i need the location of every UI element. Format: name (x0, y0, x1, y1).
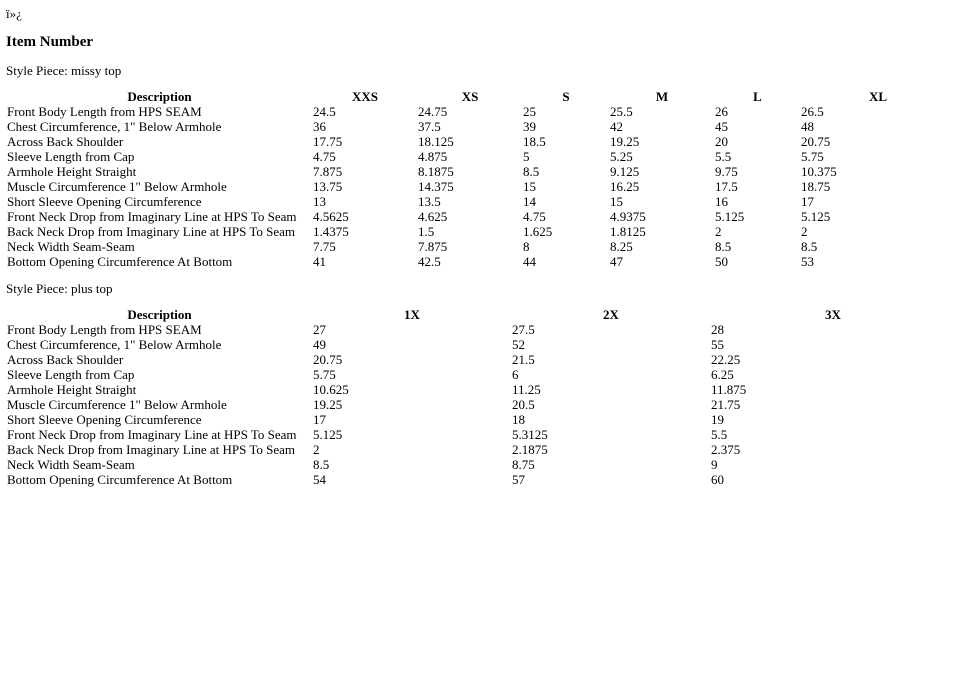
table-row (6, 254, 955, 269)
measurement-value-cell: 17.75 (313, 134, 343, 149)
table-row (6, 209, 955, 224)
measurement-description-cell: Armhole Height Straight (7, 164, 137, 179)
measurement-value-cell: 7.75 (313, 239, 336, 254)
column-header-size: 1X (404, 307, 420, 322)
measurement-value-cell: 18.125 (418, 134, 454, 149)
measurement-value-cell: 8.5 (313, 457, 330, 472)
measurement-description-cell: Neck Width Seam-Seam (7, 239, 135, 254)
column-header-size: 2X (603, 307, 619, 322)
measurement-value-cell: 14.375 (418, 179, 454, 194)
measurement-value-cell: 4.875 (418, 149, 448, 164)
measurement-value-cell: 8.75 (512, 457, 535, 472)
table-header-row (6, 89, 955, 104)
measurement-value-cell: 37.5 (418, 119, 441, 134)
measurement-value-cell: 52 (512, 337, 525, 352)
measurement-value-cell: 8.5 (523, 164, 540, 179)
table-row (6, 164, 955, 179)
table-row (6, 397, 955, 412)
table-row (6, 194, 955, 209)
measurement-value-cell: 45 (715, 119, 728, 134)
measurement-value-cell: 50 (715, 254, 728, 269)
measurement-description-cell: Short Sleeve Opening Circumference (7, 412, 202, 427)
column-header-size: XXS (351, 89, 378, 104)
measurement-value-cell: 54 (313, 472, 326, 487)
measurement-value-cell: 5.5 (715, 149, 732, 164)
measurement-value-cell: 1.5 (418, 224, 435, 239)
measurement-value-cell: 6.25 (711, 367, 734, 382)
measurement-value-cell: 10.625 (313, 382, 349, 397)
measurement-description-cell: Front Body Length from HPS SEAM (7, 104, 202, 119)
measurement-description-cell: Back Neck Drop from Imaginary Line at HPS To Seam (7, 224, 296, 239)
table-row (6, 412, 955, 427)
measurement-value-cell: 28 (711, 322, 724, 337)
measurement-description-cell: Bottom Opening Circumference At Bottom (7, 254, 233, 269)
measurement-value-cell: 17.5 (715, 179, 738, 194)
measurement-description-cell: Front Neck Drop from Imaginary Line at HPS To Seam (7, 427, 297, 442)
measurement-value-cell: 7.875 (313, 164, 343, 179)
measurement-value-cell: 7.875 (418, 239, 448, 254)
measurement-value-cell: 26 (715, 104, 728, 119)
table-row (6, 149, 955, 164)
measurement-value-cell: 22.25 (711, 352, 741, 367)
measurement-value-cell: 41 (313, 254, 326, 269)
measurement-value-cell: 13.75 (313, 179, 343, 194)
measurement-description-cell: Bottom Opening Circumference At Bottom (7, 472, 233, 487)
measurement-value-cell: 5.5 (711, 427, 728, 442)
measurement-value-cell: 15 (610, 194, 623, 209)
spec-table-plus (6, 307, 955, 487)
measurement-value-cell: 15 (523, 179, 536, 194)
table-row (6, 427, 955, 442)
column-header-description: Description (127, 89, 192, 104)
measurement-value-cell: 2.1875 (512, 442, 548, 457)
column-header-description: Description (127, 307, 192, 322)
column-header-size: XL (868, 89, 888, 104)
table-row (6, 224, 955, 239)
measurement-value-cell: 60 (711, 472, 724, 487)
measurement-value-cell: 48 (801, 119, 814, 134)
measurement-value-cell: 16.25 (610, 179, 640, 194)
column-header-size: S (562, 89, 570, 104)
measurement-value-cell: 44 (523, 254, 536, 269)
measurement-description-cell: Chest Circumference, 1" Below Armhole (7, 119, 222, 134)
measurement-value-cell: 4.5625 (313, 209, 349, 224)
measurement-value-cell: 16 (715, 194, 728, 209)
measurement-value-cell: 8.5 (715, 239, 732, 254)
column-header-size: XS (461, 89, 479, 104)
measurement-value-cell: 2 (313, 442, 320, 457)
measurement-value-cell: 17 (313, 412, 326, 427)
table-row (6, 337, 955, 352)
measurement-value-cell: 47 (610, 254, 623, 269)
table-row (6, 179, 955, 194)
measurement-value-cell: 4.9375 (610, 209, 646, 224)
measurement-value-cell: 5.125 (313, 427, 343, 442)
bom-text: ï»¿ (6, 6, 22, 21)
measurement-value-cell: 8.25 (610, 239, 633, 254)
column-header-size: L (753, 89, 762, 104)
measurement-value-cell: 4.75 (313, 149, 336, 164)
measurement-value-cell: 5.75 (801, 149, 824, 164)
measurement-value-cell: 13 (313, 194, 326, 209)
measurement-value-cell: 1.8125 (610, 224, 646, 239)
measurement-value-cell: 25.5 (610, 104, 633, 119)
measurement-value-cell: 5.25 (610, 149, 633, 164)
table-row (6, 472, 955, 487)
measurement-value-cell: 9.125 (610, 164, 640, 179)
measurement-value-cell: 21.75 (711, 397, 741, 412)
measurement-value-cell: 53 (801, 254, 814, 269)
table-row (6, 104, 955, 119)
measurement-value-cell: 36 (313, 119, 326, 134)
measurement-value-cell: 20.5 (512, 397, 535, 412)
measurement-value-cell: 57 (512, 472, 525, 487)
measurement-value-cell: 26.5 (801, 104, 824, 119)
measurement-description-cell: Front Body Length from HPS SEAM (7, 322, 202, 337)
measurement-value-cell: 19.25 (313, 397, 343, 412)
measurement-value-cell: 14 (523, 194, 536, 209)
table-row (6, 442, 955, 457)
measurement-value-cell: 13.5 (418, 194, 441, 209)
column-header-size: 3X (825, 307, 841, 322)
measurement-value-cell: 24.5 (313, 104, 336, 119)
measurement-description-cell: Armhole Height Straight (7, 382, 137, 397)
table-row (6, 134, 955, 149)
measurement-value-cell: 20 (715, 134, 728, 149)
measurement-description-cell: Sleeve Length from Cap (7, 149, 135, 164)
style-piece-label-missy: Style Piece: missy top (6, 63, 122, 78)
measurement-value-cell: 11.875 (711, 382, 747, 397)
measurement-value-cell: 9.75 (715, 164, 738, 179)
measurement-description-cell: Muscle Circumference 1" Below Armhole (7, 397, 227, 412)
table-header-row (6, 307, 955, 322)
measurement-value-cell: 49 (313, 337, 326, 352)
measurement-value-cell: 24.75 (418, 104, 448, 119)
measurement-value-cell: 19.25 (610, 134, 640, 149)
style-piece-label-plus: Style Piece: plus top (6, 281, 113, 296)
measurement-description-cell: Sleeve Length from Cap (7, 367, 135, 382)
measurement-description-cell: Neck Width Seam-Seam (7, 457, 135, 472)
measurement-description-cell: Muscle Circumference 1" Below Armhole (7, 179, 227, 194)
measurement-value-cell: 27.5 (512, 322, 535, 337)
table-row (6, 457, 955, 472)
spec-table-missy (6, 89, 955, 269)
table-row (6, 367, 955, 382)
measurement-value-cell: 2 (801, 224, 808, 239)
measurement-value-cell: 20.75 (801, 134, 831, 149)
page-title: Item Number (6, 34, 94, 50)
measurement-description-cell: Across Back Shoulder (7, 352, 124, 367)
column-header-size: M (655, 89, 669, 104)
measurement-value-cell: 5.125 (715, 209, 745, 224)
measurement-value-cell: 4.625 (418, 209, 448, 224)
measurement-value-cell: 1.4375 (313, 224, 349, 239)
measurement-value-cell: 39 (523, 119, 536, 134)
measurement-description-cell: Front Neck Drop from Imaginary Line at HPS To Seam (7, 209, 297, 224)
measurement-value-cell: 42.5 (418, 254, 441, 269)
measurement-value-cell: 17 (801, 194, 814, 209)
measurement-value-cell: 18.75 (801, 179, 831, 194)
measurement-value-cell: 8.5 (801, 239, 818, 254)
measurement-description-cell: Across Back Shoulder (7, 134, 124, 149)
measurement-value-cell: 25 (523, 104, 536, 119)
measurement-description-cell: Chest Circumference, 1" Below Armhole (7, 337, 222, 352)
measurement-value-cell: 5.125 (801, 209, 831, 224)
measurement-value-cell: 5 (523, 149, 530, 164)
measurement-value-cell: 55 (711, 337, 724, 352)
table-row (6, 119, 955, 134)
measurement-value-cell: 1.625 (523, 224, 553, 239)
measurement-value-cell: 42 (610, 119, 623, 134)
measurement-value-cell: 2 (715, 224, 722, 239)
measurement-value-cell: 5.3125 (512, 427, 548, 442)
table-row (6, 239, 955, 254)
measurement-value-cell: 27 (313, 322, 326, 337)
measurement-value-cell: 4.75 (523, 209, 546, 224)
measurement-description-cell: Back Neck Drop from Imaginary Line at HPS To Seam (7, 442, 296, 457)
measurement-value-cell: 10.375 (801, 164, 837, 179)
measurement-value-cell: 2.375 (711, 442, 741, 457)
measurement-value-cell: 21.5 (512, 352, 535, 367)
table-row (6, 322, 955, 337)
measurement-value-cell: 11.25 (512, 382, 541, 397)
measurement-value-cell: 18.5 (523, 134, 546, 149)
measurement-value-cell: 5.75 (313, 367, 336, 382)
measurement-value-cell: 8.1875 (418, 164, 454, 179)
measurement-value-cell: 18 (512, 412, 525, 427)
table-row (6, 352, 955, 367)
measurement-value-cell: 20.75 (313, 352, 343, 367)
measurement-value-cell: 19 (711, 412, 724, 427)
measurement-value-cell: 6 (512, 367, 519, 382)
measurement-value-cell: 8 (523, 239, 530, 254)
table-row (6, 382, 955, 397)
measurement-description-cell: Short Sleeve Opening Circumference (7, 194, 202, 209)
measurement-value-cell: 9 (711, 457, 718, 472)
